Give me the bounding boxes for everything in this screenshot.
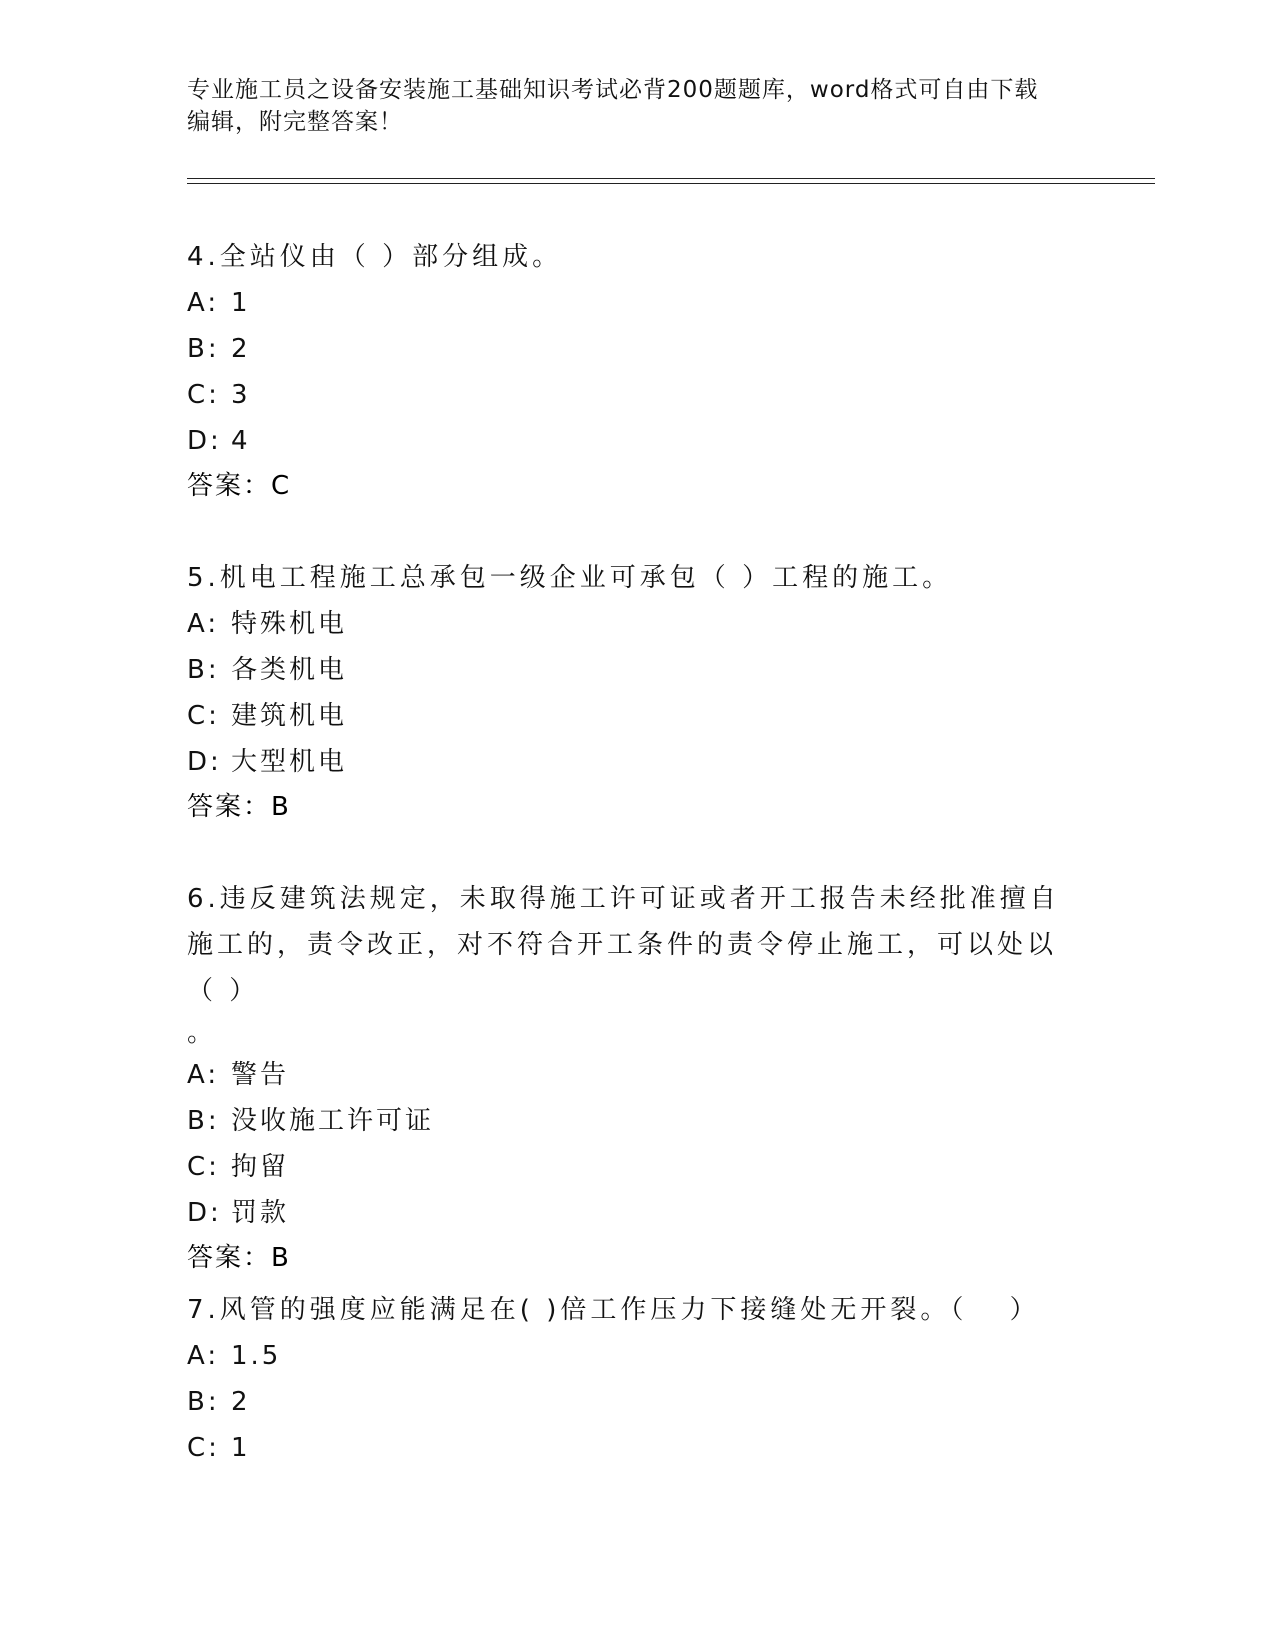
option-text: 特殊机电 bbox=[231, 609, 348, 639]
option-d bbox=[187, 418, 1067, 464]
option-text: 没收施工许可证 bbox=[231, 1106, 435, 1136]
option-key: C: bbox=[187, 701, 220, 731]
option-d bbox=[187, 739, 1067, 785]
answer-line: 答案：B bbox=[187, 792, 291, 822]
option-b bbox=[187, 326, 1067, 372]
option-c bbox=[187, 693, 1067, 739]
question-text: 4.全站仪由（ ）部分组成。 bbox=[187, 242, 563, 272]
option-c bbox=[187, 372, 1067, 418]
question-6 bbox=[187, 876, 1067, 1280]
answer-line: 答案：B bbox=[187, 1243, 291, 1273]
option-text: 各类机电 bbox=[231, 655, 348, 685]
option-key: D: bbox=[187, 1198, 222, 1228]
option-key: C: bbox=[187, 1433, 220, 1463]
option-text: 1 bbox=[231, 288, 251, 318]
option-key: D: bbox=[187, 426, 222, 456]
option-key: A: bbox=[187, 288, 220, 318]
option-key: D: bbox=[187, 747, 222, 777]
option-text: 建筑机电 bbox=[231, 701, 348, 731]
option-d bbox=[187, 1190, 1067, 1236]
option-text: 拘留 bbox=[231, 1152, 290, 1182]
option-text: 大型机电 bbox=[231, 747, 348, 777]
question-text: 7.风管的强度应能满足在( )倍工作压力下接缝处无开裂。（ ） bbox=[187, 1295, 1040, 1325]
option-key: B: bbox=[187, 655, 220, 685]
question-7 bbox=[187, 1287, 1067, 1471]
option-text: 4 bbox=[231, 426, 251, 456]
header-divider-bottom bbox=[187, 183, 1155, 184]
option-text: 2 bbox=[231, 1387, 251, 1417]
option-text: 2 bbox=[231, 334, 251, 364]
option-text: 警告 bbox=[231, 1060, 290, 1090]
option-c bbox=[187, 1425, 1067, 1471]
answer-line: 答案：C bbox=[187, 471, 292, 501]
option-key: C: bbox=[187, 380, 220, 410]
option-key: A: bbox=[187, 609, 220, 639]
question-5 bbox=[187, 555, 1067, 829]
option-text: 罚款 bbox=[231, 1198, 290, 1228]
question-text: 5.机电工程施工总承包一级企业可承包（ ）工程的施工。 bbox=[187, 563, 953, 593]
option-text: 3 bbox=[231, 380, 251, 410]
option-b bbox=[187, 1379, 1067, 1425]
option-a bbox=[187, 280, 1067, 326]
option-key: B: bbox=[187, 1387, 220, 1417]
option-a bbox=[187, 1052, 1067, 1098]
question-4 bbox=[187, 234, 1067, 508]
option-a bbox=[187, 1333, 1067, 1379]
option-a bbox=[187, 601, 1067, 647]
option-key: C: bbox=[187, 1152, 220, 1182]
option-c bbox=[187, 1144, 1067, 1190]
option-b bbox=[187, 647, 1067, 693]
header-line-2: 编辑，附完整答案！ bbox=[187, 109, 403, 135]
question-text-tail: 。 bbox=[187, 1018, 218, 1048]
question-text: 6.违反建筑法规定，未取得施工许可证或者开工报告未经批准擅自施工的，责令改正，对不符合开工条件的责令停止施工，可以处以（ ） bbox=[187, 884, 1060, 1006]
option-text: 1.5 bbox=[231, 1341, 282, 1371]
header-line-1: 专业施工员之设备安装施工基础知识考试必背200题题库，word格式可自由下载 bbox=[187, 77, 1039, 103]
document-header bbox=[187, 74, 1067, 138]
option-key: A: bbox=[187, 1341, 220, 1371]
option-text: 1 bbox=[231, 1433, 251, 1463]
option-key: B: bbox=[187, 334, 220, 364]
option-key: A: bbox=[187, 1060, 220, 1090]
option-key: B: bbox=[187, 1106, 220, 1136]
header-divider-top bbox=[187, 178, 1155, 179]
option-b bbox=[187, 1098, 1067, 1144]
